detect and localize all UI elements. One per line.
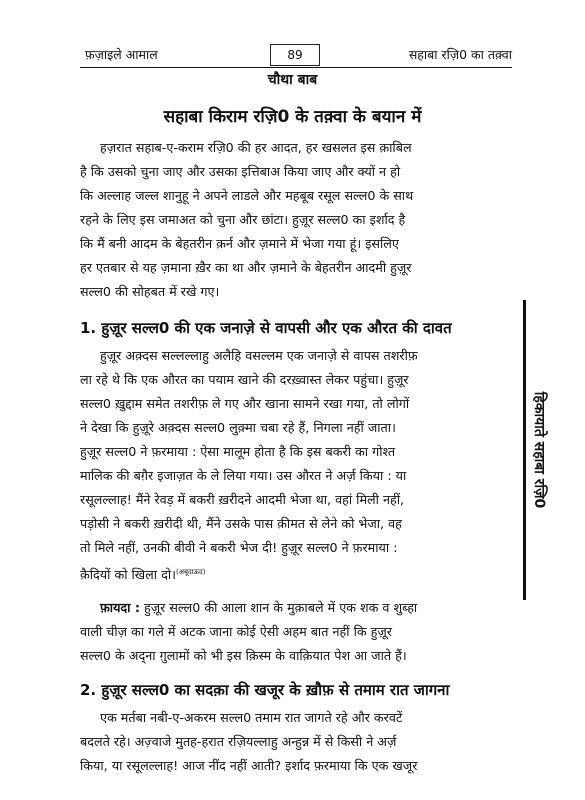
header-chapter-title: सहाबा रज़ि0 का तक़्वा xyxy=(408,47,512,62)
text-line-end: क़ैदियों को खिला दो। xyxy=(80,567,176,583)
text-line: हर एतबार से यह ज़माना ख़ैर का था और ज़माने के बेहतरीन आदमी हुज़ूर xyxy=(80,260,412,275)
section-heading-1: 1. हुज़ूर सल्ल0 की एक जनाज़े से वापसी और एक औरत की दावत xyxy=(80,319,452,337)
text-line: सल्ल0 की सोहबत में रखे गए। xyxy=(80,284,220,299)
text-line: सल्ल0 ख़ुद्दाम समेत तशरीफ़ ले गए और खाना सामने रखा गया, तो लोगों xyxy=(80,396,410,411)
chapter-label: चौथा बाब xyxy=(267,72,318,88)
text-line: हुज़ूर अक़्दस सल्लल्लाहु अलैहि वसल्लम एक जनाज़े से वापस तशरीफ़ xyxy=(100,348,418,363)
text-line: ला रहे थे कि एक औरत का पयाम खाने की दरख़्वास्त लेकर पहुंचा। हुज़ूर xyxy=(80,372,409,387)
fayda-text: हुज़ूर सल्ल0 की आला शान के मुक़ाबले में एक शक व शुब्हा xyxy=(139,600,418,615)
fayda-label: फ़ायदा : xyxy=(100,600,140,615)
text-line xyxy=(80,596,512,620)
text-line: रहने के लिए इस जमाअत को चुना और छांटा। हुज़ूर सल्ल0 का इर्शाद है xyxy=(80,212,406,227)
header-book-title: फ़ज़ाइले आमाल xyxy=(85,47,158,62)
text-line: मालिक की बग़ैर इजाज़त के ले लिया गया। उस औरत ने अर्ज़ किया : या xyxy=(80,468,407,483)
text-line: सल्ल0 के अद्ना ग़ुलामों को भी इस क़िस्म के वाक़ियात पेश आ जाते हैं। xyxy=(80,648,407,663)
header-rule xyxy=(80,67,512,68)
intro-paragraph xyxy=(80,136,512,304)
text-line: कि अल्लाह जल्ल शानुहू ने अपने लाडले और महबूब रसूल सल्ल0 के साथ xyxy=(80,188,414,203)
section-heading-2: 2. हुज़ूर सल्ल0 का सदक़ा की खजूर के ख़ौफ़ से तमाम रात जागना xyxy=(80,681,450,699)
side-tab-label: हिकायाते सहाबा रज़ि0 xyxy=(531,391,547,509)
side-book-tab xyxy=(523,300,552,600)
text-line: हज़रात सहाब-ए-कराम रज़ि0 की हर आदत, हर खसलत इस क़ाबिल xyxy=(100,140,412,155)
text-line: वाली चीज़ का गले में अटक जाना कोई ऐसी अहम बात नहीं कि हुज़ूर xyxy=(80,624,392,639)
text-line: एक मर्तबा नबी-ए-अकरम सल्ल0 तमाम रात जागते रहे और करवटें xyxy=(100,710,403,725)
text-line: हुज़ूर सल्ल0 ने फ़रमाया : ऐसा मालूम होता है कि इस बकरी का गोश्त xyxy=(80,444,396,459)
page-number: 89 xyxy=(270,44,320,66)
text-line: पड़ोसी ने बकरी ख़रीदी थी, मैंने उसके पास क़ीमत से लेने को भेजा, वह xyxy=(80,516,402,531)
text-line: ने देखा कि हुज़ूरे अक़्दस सल्ल0 लुक़्मा चबा रहे हैं, निगला नहीं जाता। xyxy=(80,420,396,435)
section-2-paragraph xyxy=(80,706,512,778)
text-line: किया, या रसूलल्लाह! आज नींद नहीं आती? इर्शाद फ़रमाया कि एक खजूर xyxy=(80,758,418,773)
text-line xyxy=(80,560,512,584)
fayda-paragraph xyxy=(80,596,512,668)
text-line: रसूलल्लाह! मैंने रेवड़ में बकरी ख़रीदने आदमी भेजा था, वहां मिली नहीं, xyxy=(80,492,405,507)
text-line: है कि उसको चुना जाए और उसका इत्तिबाअ किया जाए और क्यों न हो xyxy=(80,164,401,179)
running-header xyxy=(80,40,512,68)
chapter-title: सहाबा किराम रज़ि0 के तक़्वा के बयान में xyxy=(163,107,422,127)
text-line: कि मैं बनी आदम के बेहतरीन क़र्न और ज़माने में भेजा गया हूं। इसलिए xyxy=(80,236,399,251)
source-reference: (अबूदाऊद) xyxy=(175,568,206,576)
text-line: बदलते रहे। अज़्वाजे मुतह-हरात रज़ियल्लाहु अन्हुन्न में से किसी ने अर्ज़ xyxy=(80,734,397,749)
text-line: तो मिले नहीं, उनकी बीवी ने बकरी भेज दी! हुज़ूर सल्ल0 ने फ़रमाया : xyxy=(80,540,398,555)
section-1-paragraph xyxy=(80,344,512,584)
